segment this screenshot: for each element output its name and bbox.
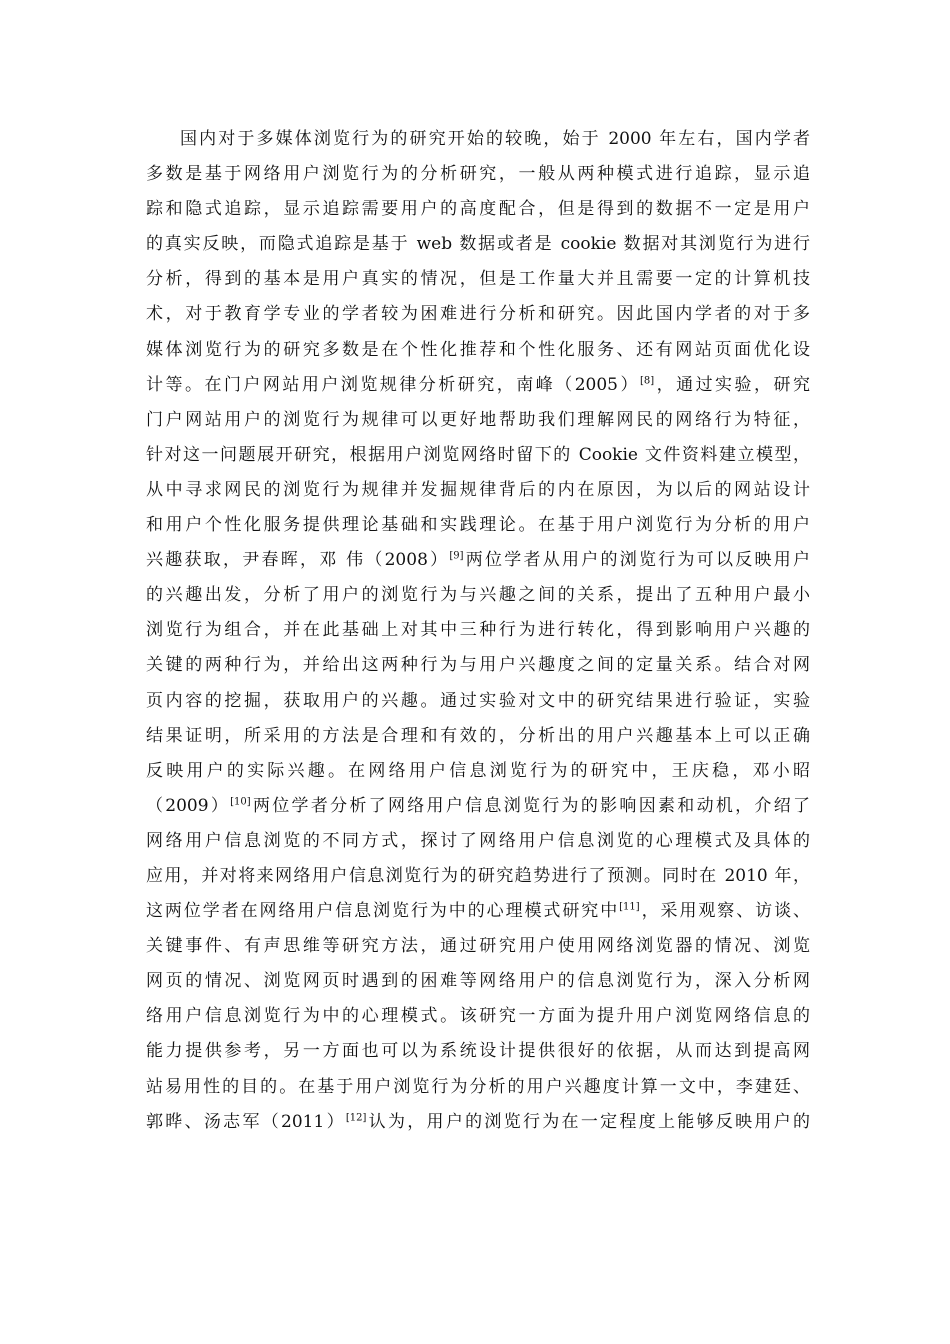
line-text: 络用户信息浏览行为中的心理模式。该研究一方面为提升用户浏览网络信息的 <box>146 1006 810 1027</box>
citation-marker: [9] <box>449 550 464 562</box>
text-line <box>146 473 810 508</box>
citation-marker: [12] <box>345 1111 367 1123</box>
line-text: 网页的情况、浏览网页时遇到的困难等网络用户的信息浏览行为，深入分析网 <box>146 971 810 992</box>
text-line <box>146 999 810 1034</box>
text-line <box>146 964 810 999</box>
line-text: 浏览行为组合，并在此基础上对其中三种行为进行转化，得到影响用户兴趣的 <box>146 620 810 641</box>
text-line <box>146 227 810 262</box>
line-text: 关键事件、有声思维等研究方法，通过研究用户使用网络浏览器的情况、浏览 <box>146 936 810 957</box>
citation-marker: [11] <box>619 901 640 913</box>
text-line <box>146 157 810 192</box>
line-text: 关键的两种行为，并给出这两种行为与用户兴趣度之间的定量关系。结合对网 <box>146 655 810 676</box>
text-line <box>146 1105 810 1140</box>
line-text: 能力提供参考，另一方面也可以为系统设计提供很好的依据，从而达到提高网 <box>146 1041 810 1062</box>
line-text: 从中寻求网民的浏览行为规律并发掘规律背后的内在原因，为以后的网站设计 <box>146 479 810 500</box>
line-text-before-citation: （2009） <box>146 795 231 816</box>
line-text: 页内容的挖掘，获取用户的兴趣。通过实验对文中的研究结果进行验证，实验 <box>146 690 810 711</box>
text-line <box>146 859 810 894</box>
line-text-before-citation: 郭晔、汤志军（2011） <box>146 1111 346 1132</box>
line-text-before-citation: 这两位学者在网络用户信息浏览行为中的心理模式研究中 <box>146 901 620 922</box>
line-text: 和用户个性化服务提供理论基础和实践理论。在基于用户浏览行为分析的用户 <box>146 515 810 536</box>
line-text-after-citation: ，采用观察、访谈、 <box>639 901 811 922</box>
text-line <box>146 122 810 157</box>
line-text: 多数是基于网络用户浏览行为的分析研究，一般从两种模式进行追踪，显示追 <box>146 164 810 185</box>
line-text: 站易用性的目的。在基于用户浏览行为分析的用户兴趣度计算一文中，李建廷、 <box>146 1076 810 1097</box>
line-text-after-citation: 认为，用户的浏览行为在一定程度上能够反映用户的 <box>366 1111 811 1132</box>
text-line <box>146 648 810 683</box>
line-text-after-citation: 两位学者分析了网络用户信息浏览行为的影响因素和动机，介绍了 <box>250 795 811 816</box>
citation-marker: [10] <box>230 796 251 808</box>
text-line <box>146 684 810 719</box>
line-text: 国内对于多媒体浏览行为的研究开始的较晚，始于 2000 年左右，国内学者 <box>180 129 810 149</box>
line-text-before-citation: 兴趣获取，尹春晖，邓 伟（2008） <box>146 550 450 571</box>
text-line <box>146 262 810 297</box>
text-line <box>146 578 810 613</box>
line-text: 媒体浏览行为的研究多数是在个性化推荐和个性化服务、还有网站页面优化设 <box>146 339 810 360</box>
text-line <box>146 929 810 964</box>
line-text: 门户网站用户的浏览行为规律可以更好地帮助我们理解网民的网络行为特征， <box>146 409 810 430</box>
text-line <box>146 894 810 929</box>
text-line <box>146 333 810 368</box>
text-line <box>146 719 810 754</box>
line-text: 踪和隐式追踪，显示追踪需要用户的高度配合，但是得到的数据不一定是用户 <box>146 199 810 220</box>
text-line <box>146 192 810 227</box>
text-line <box>146 824 810 859</box>
line-text: 结果证明，所采用的方法是合理和有效的，分析出的用户兴趣基本上可以正确 <box>146 725 810 746</box>
text-line <box>146 403 810 438</box>
text-line <box>146 1070 810 1105</box>
text-line <box>146 508 810 543</box>
line-text: 网络用户信息浏览的不同方式，探讨了网络用户信息浏览的心理模式及具体的 <box>146 830 810 851</box>
citation-marker: [8] <box>639 375 655 386</box>
text-line <box>146 438 810 473</box>
line-text: 的真实反映，而隐式追踪是基于 web 数据或者是 cookie 数据对其浏览行为进行 <box>146 234 810 255</box>
text-line <box>146 297 810 332</box>
text-line <box>146 1034 810 1069</box>
text-line <box>146 754 810 789</box>
text-line <box>146 613 810 648</box>
text-line <box>146 789 810 824</box>
line-text: 应用，并对将来网络用户信息浏览行为的研究趋势进行了预测。同时在 2010 年， <box>146 865 810 886</box>
line-text: 术，对于教育学专业的学者较为困难进行分析和研究。因此国内学者的对于多 <box>146 304 810 325</box>
text-line <box>146 368 810 403</box>
text-line <box>146 543 810 578</box>
line-text: 的兴趣出发，分析了用户的浏览行为与兴趣之间的关系，提出了五种用户最小 <box>146 585 810 606</box>
line-text-before-citation: 计等。在门户网站用户浏览规律分析研究，南峰（2005） <box>146 374 640 395</box>
line-text: 反映用户的实际兴趣。在网络用户信息浏览行为的研究中，王庆稳，邓小昭 <box>146 760 810 781</box>
line-text-after-citation: 两位学者从用户的浏览行为可以反映用户 <box>463 550 810 571</box>
body-paragraph <box>146 122 810 1140</box>
line-text-after-citation: ，通过实验，研究 <box>654 374 810 395</box>
line-text: 针对这一问题展开研究，根据用户浏览网络时留下的 Cookie 文件资料建立模型， <box>146 444 810 465</box>
line-text: 分析，得到的基本是用户真实的情况，但是工作量大并且需要一定的计算机技 <box>146 269 810 290</box>
